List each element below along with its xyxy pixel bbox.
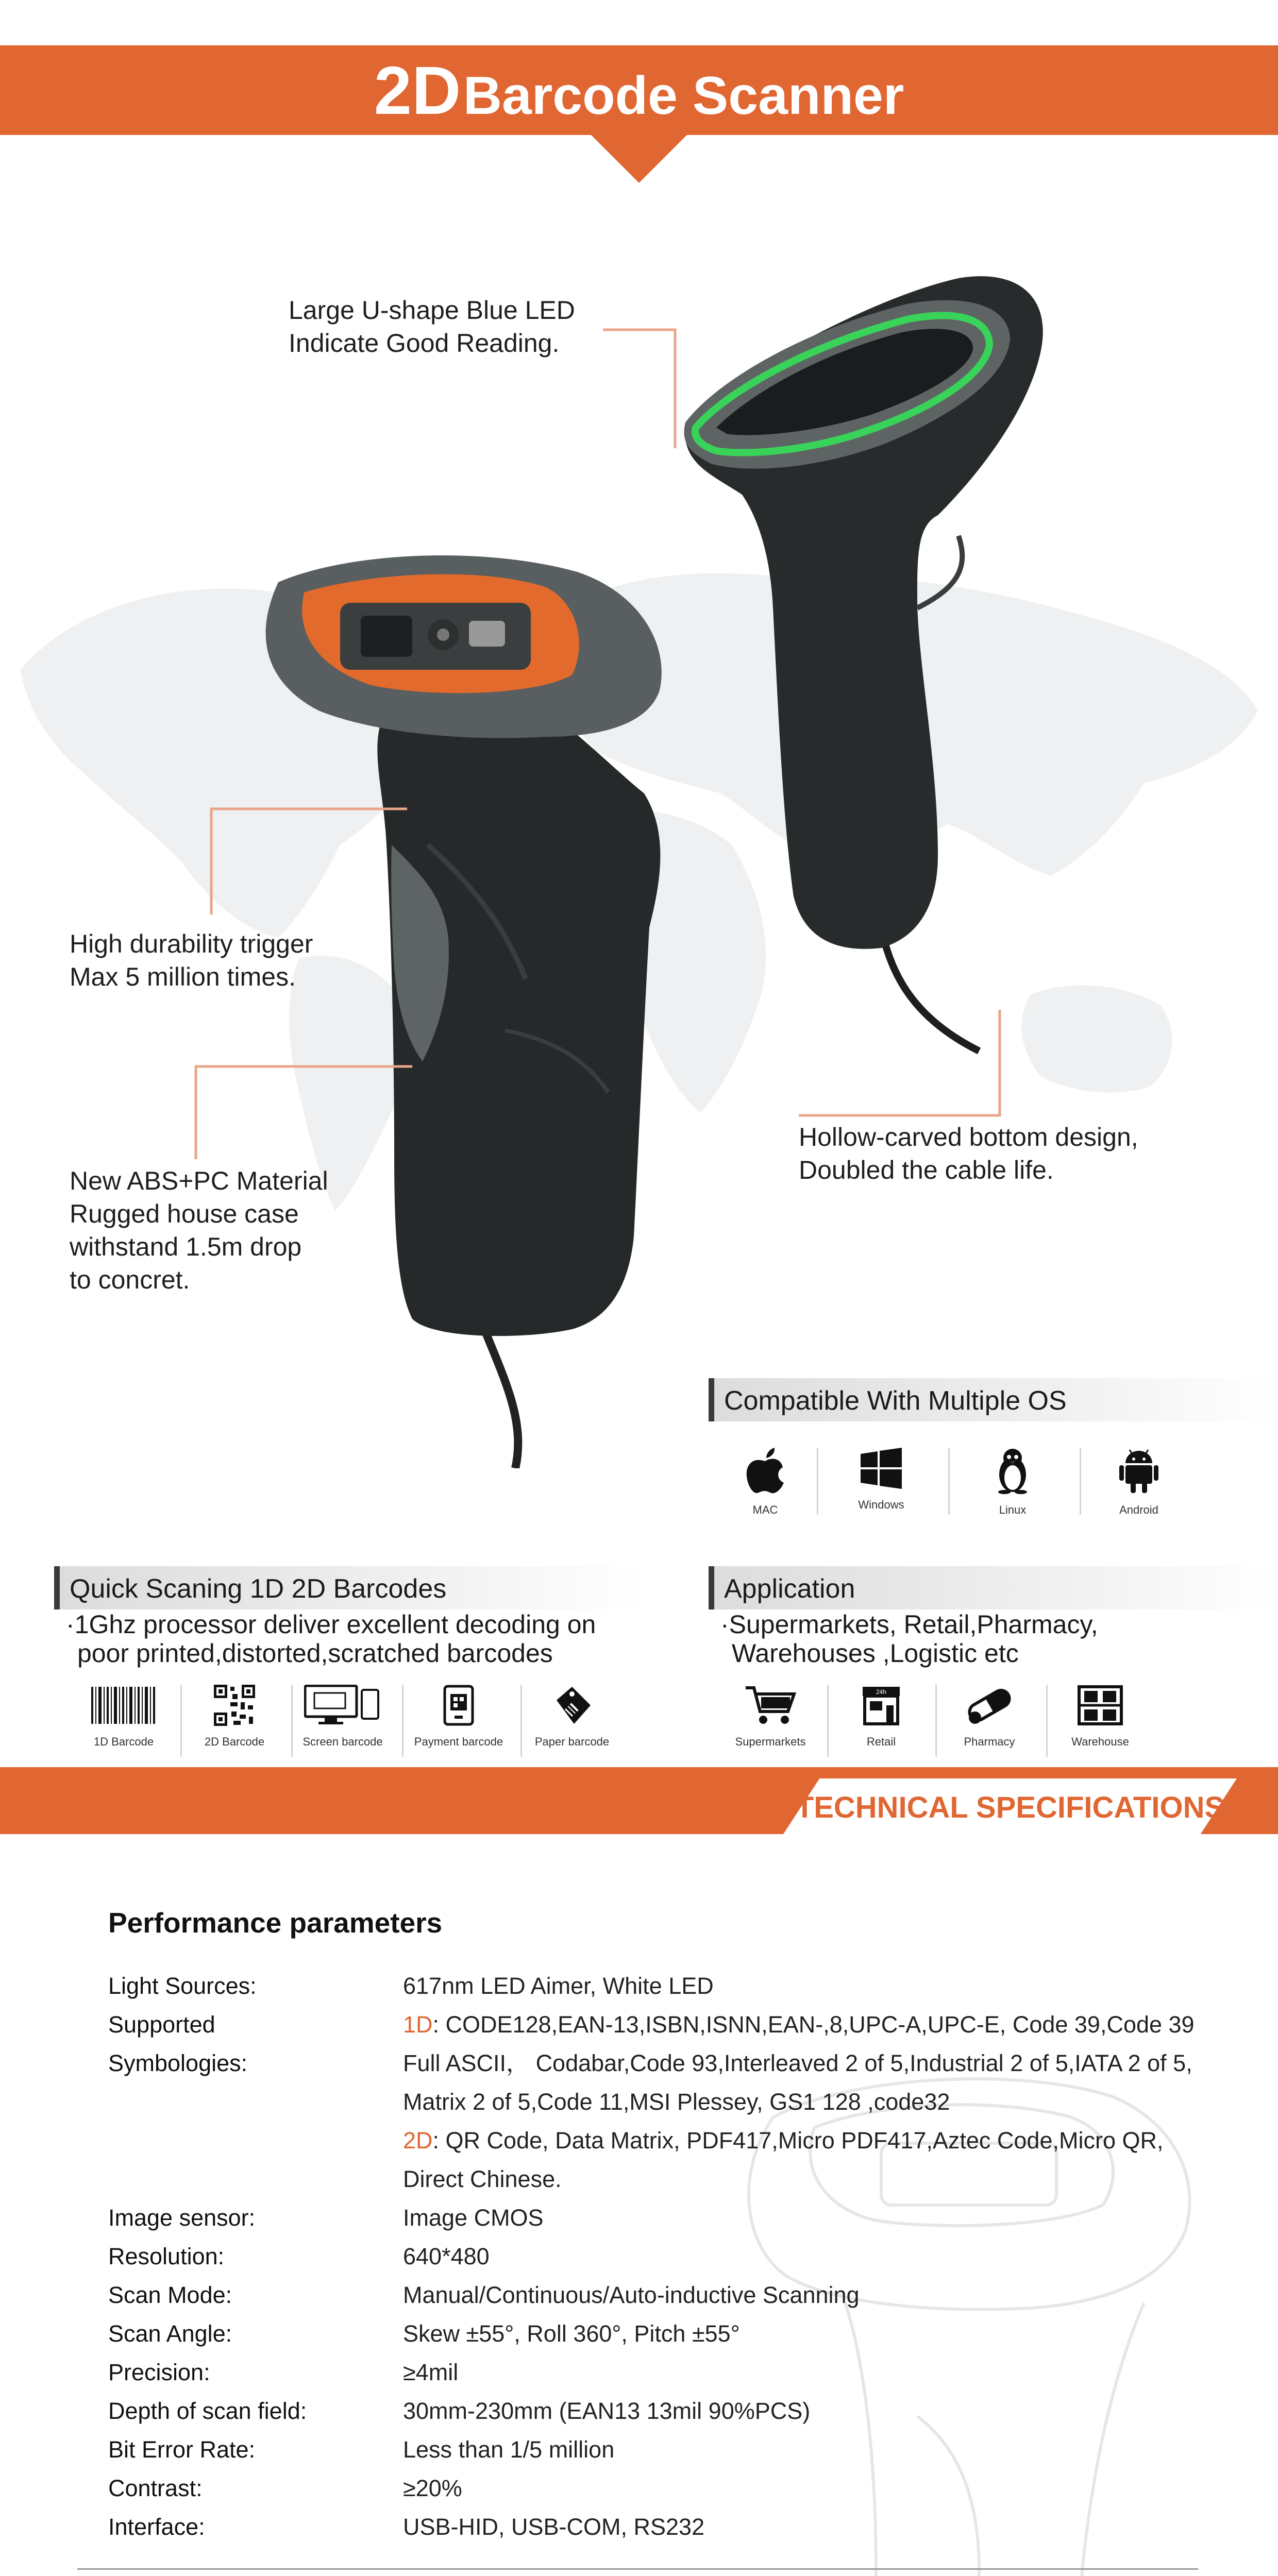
app-item-supermarkets	[721, 1685, 819, 1749]
spec-value-text: : QR Code, Data Matrix, PDF417,Micro PDF417,Aztec Code,Micro QR,	[432, 2127, 1164, 2154]
spec-key: Supported	[108, 2011, 215, 2038]
section-accent	[709, 1566, 714, 1609]
scan-item-paper	[526, 1685, 618, 1749]
divider	[1046, 1685, 1048, 1757]
divider	[520, 1685, 522, 1757]
monitor-icon	[304, 1685, 381, 1726]
paper-tag-icon	[551, 1685, 593, 1726]
application-section-header	[709, 1566, 1278, 1609]
os-label-android: Android	[1119, 1503, 1158, 1516]
app-label-pharmacy: Pharmacy	[964, 1735, 1015, 1748]
spec-value: USB-HID, USB-COM, RS232	[403, 2514, 705, 2540]
section-accent	[709, 1378, 714, 1421]
spec-value: Image CMOS	[403, 2205, 544, 2231]
windows-icon	[861, 1448, 902, 1489]
divider	[827, 1685, 829, 1757]
spec-key: Symbologies:	[108, 2050, 248, 2076]
spec-value: 30mm-230mm (EAN13 13mil 90%PCS)	[403, 2398, 811, 2424]
svg-text:24h: 24h	[876, 1688, 887, 1696]
app-item-pharmacy	[940, 1685, 1038, 1749]
callout-material: New ABS+PC Material Rugged house case withstand 1.5m drop to concret.	[70, 1166, 328, 1294]
os-item-linux	[956, 1448, 1069, 1517]
shopping-cart-icon	[745, 1685, 796, 1726]
application-section-title: Application	[724, 1574, 855, 1604]
section-divider	[77, 2568, 1198, 2570]
performance-title: Performance parameters	[108, 1907, 443, 1939]
os-item-mac	[721, 1448, 809, 1517]
divider	[935, 1685, 937, 1757]
scan-label-payment: Payment barcode	[414, 1735, 503, 1748]
scan-label-screen: Screen barcode	[302, 1735, 383, 1748]
spec-value: 617nm LED Aimer, White LED	[403, 1973, 714, 1999]
os-label-mac: MAC	[752, 1503, 778, 1516]
spec-value: Less than 1/5 million	[403, 2436, 615, 2463]
spec-value	[403, 2121, 1163, 2160]
scan-item-screen	[296, 1685, 389, 1749]
warehouse-icon	[1077, 1685, 1123, 1726]
divider	[817, 1448, 818, 1515]
os-label-windows: Windows	[858, 1498, 904, 1511]
app-item-retail	[832, 1685, 930, 1749]
spec-value: ≥4mil	[403, 2359, 459, 2385]
title-2d: 2D	[374, 53, 461, 128]
scan-item-payment	[407, 1685, 510, 1749]
spec-value: 640*480	[403, 2243, 490, 2269]
os-section-header	[709, 1378, 1278, 1421]
highlight-1d: 1D	[403, 2011, 433, 2038]
apple-icon	[745, 1448, 786, 1494]
os-item-android	[1087, 1448, 1190, 1517]
divider	[1080, 1448, 1081, 1515]
scan-item-2d	[188, 1685, 281, 1749]
spec-key: Scan Angle:	[108, 2320, 232, 2347]
callout-led: Large U-shape Blue LED Indicate Good Reading.	[289, 296, 575, 358]
os-section-title: Compatible With Multiple OS	[724, 1386, 1067, 1416]
scan-section-header	[54, 1566, 644, 1609]
spec-key: Bit Error Rate:	[108, 2436, 256, 2463]
qr-code-icon	[214, 1685, 255, 1726]
title-barcode-scanner: Barcode Scanner	[463, 66, 904, 126]
divider	[180, 1685, 182, 1757]
callout-bottom: Hollow-carved bottom design, Doubled the cable life.	[799, 1123, 1138, 1184]
section-accent	[54, 1566, 60, 1609]
phone-payment-icon	[443, 1685, 474, 1726]
spec-key: Resolution:	[108, 2243, 225, 2269]
scan-item-1d	[77, 1685, 170, 1749]
app-label-supermarkets: Supermarkets	[735, 1735, 806, 1748]
pill-icon	[964, 1685, 1015, 1726]
os-label-linux: Linux	[999, 1503, 1027, 1516]
scan-label-1d: 1D Barcode	[93, 1735, 154, 1748]
app-label-retail: Retail	[866, 1735, 896, 1748]
divider	[402, 1685, 403, 1757]
app-item-warehouse	[1051, 1685, 1149, 1749]
spec-key: Depth of scan field:	[108, 2398, 307, 2424]
spec-key: Scan Mode:	[108, 2282, 232, 2308]
tech-spec-title: TECHNICAL SPECIFICATIONS	[795, 1791, 1225, 1824]
spec-key: Contrast:	[108, 2475, 203, 2501]
linux-penguin-icon	[992, 1448, 1033, 1494]
spec-key: Precision:	[108, 2359, 210, 2385]
spec-value: Matrix 2 of 5,Code 11,MSI Plessey, GS1 128 ,code32	[403, 2089, 950, 2115]
spec-key: Light Sources:	[108, 1973, 257, 1999]
spec-value: Direct Chinese.	[403, 2166, 562, 2192]
spec-value: ≥20%	[403, 2475, 462, 2501]
scan-label-2d: 2D Barcode	[204, 1735, 265, 1748]
android-icon	[1118, 1448, 1159, 1494]
os-item-windows	[825, 1448, 938, 1512]
spec-value: Manual/Continuous/Auto-inductive Scanning	[403, 2282, 860, 2308]
barcode-icon	[90, 1685, 157, 1726]
scan-desc-line2: poor printed,distorted,scratched barcodes	[77, 1639, 553, 1668]
spec-value-text: : CODE128,EAN-13,ISBN,ISNN,EAN-,8,UPC-A,UPC-E, Code 39,Code 39	[432, 2011, 1195, 2038]
scan-section-title: Quick Scaning 1D 2D Barcodes	[70, 1574, 447, 1604]
spec-value	[403, 2005, 1195, 2044]
spec-value: Skew ±55°, Roll 360°, Pitch ±55°	[403, 2320, 740, 2347]
callout-trigger: High durability trigger Max 5 million times.	[70, 929, 313, 991]
app-label-warehouse: Warehouse	[1071, 1735, 1129, 1748]
spec-key: Image sensor:	[108, 2205, 256, 2231]
highlight-2d: 2D	[403, 2127, 433, 2154]
application-desc-line1: ·Supermarkets, Retail,Pharmacy,	[720, 1610, 1098, 1639]
divider	[291, 1685, 293, 1757]
store-icon	[861, 1685, 902, 1726]
application-desc-line2: Warehouses ,Logistic etc	[732, 1639, 1019, 1668]
spec-key: Interface:	[108, 2514, 205, 2540]
spec-value: Full ASCII， Codabar,Code 93,Interleaved 2 of 5,Industrial 2 of 5,IATA 2 of 5,	[403, 2050, 1192, 2076]
scan-label-paper: Paper barcode	[534, 1735, 610, 1748]
scan-desc-line1: ·1Ghz processor deliver excellent decoding on	[66, 1610, 596, 1639]
divider	[948, 1448, 950, 1515]
